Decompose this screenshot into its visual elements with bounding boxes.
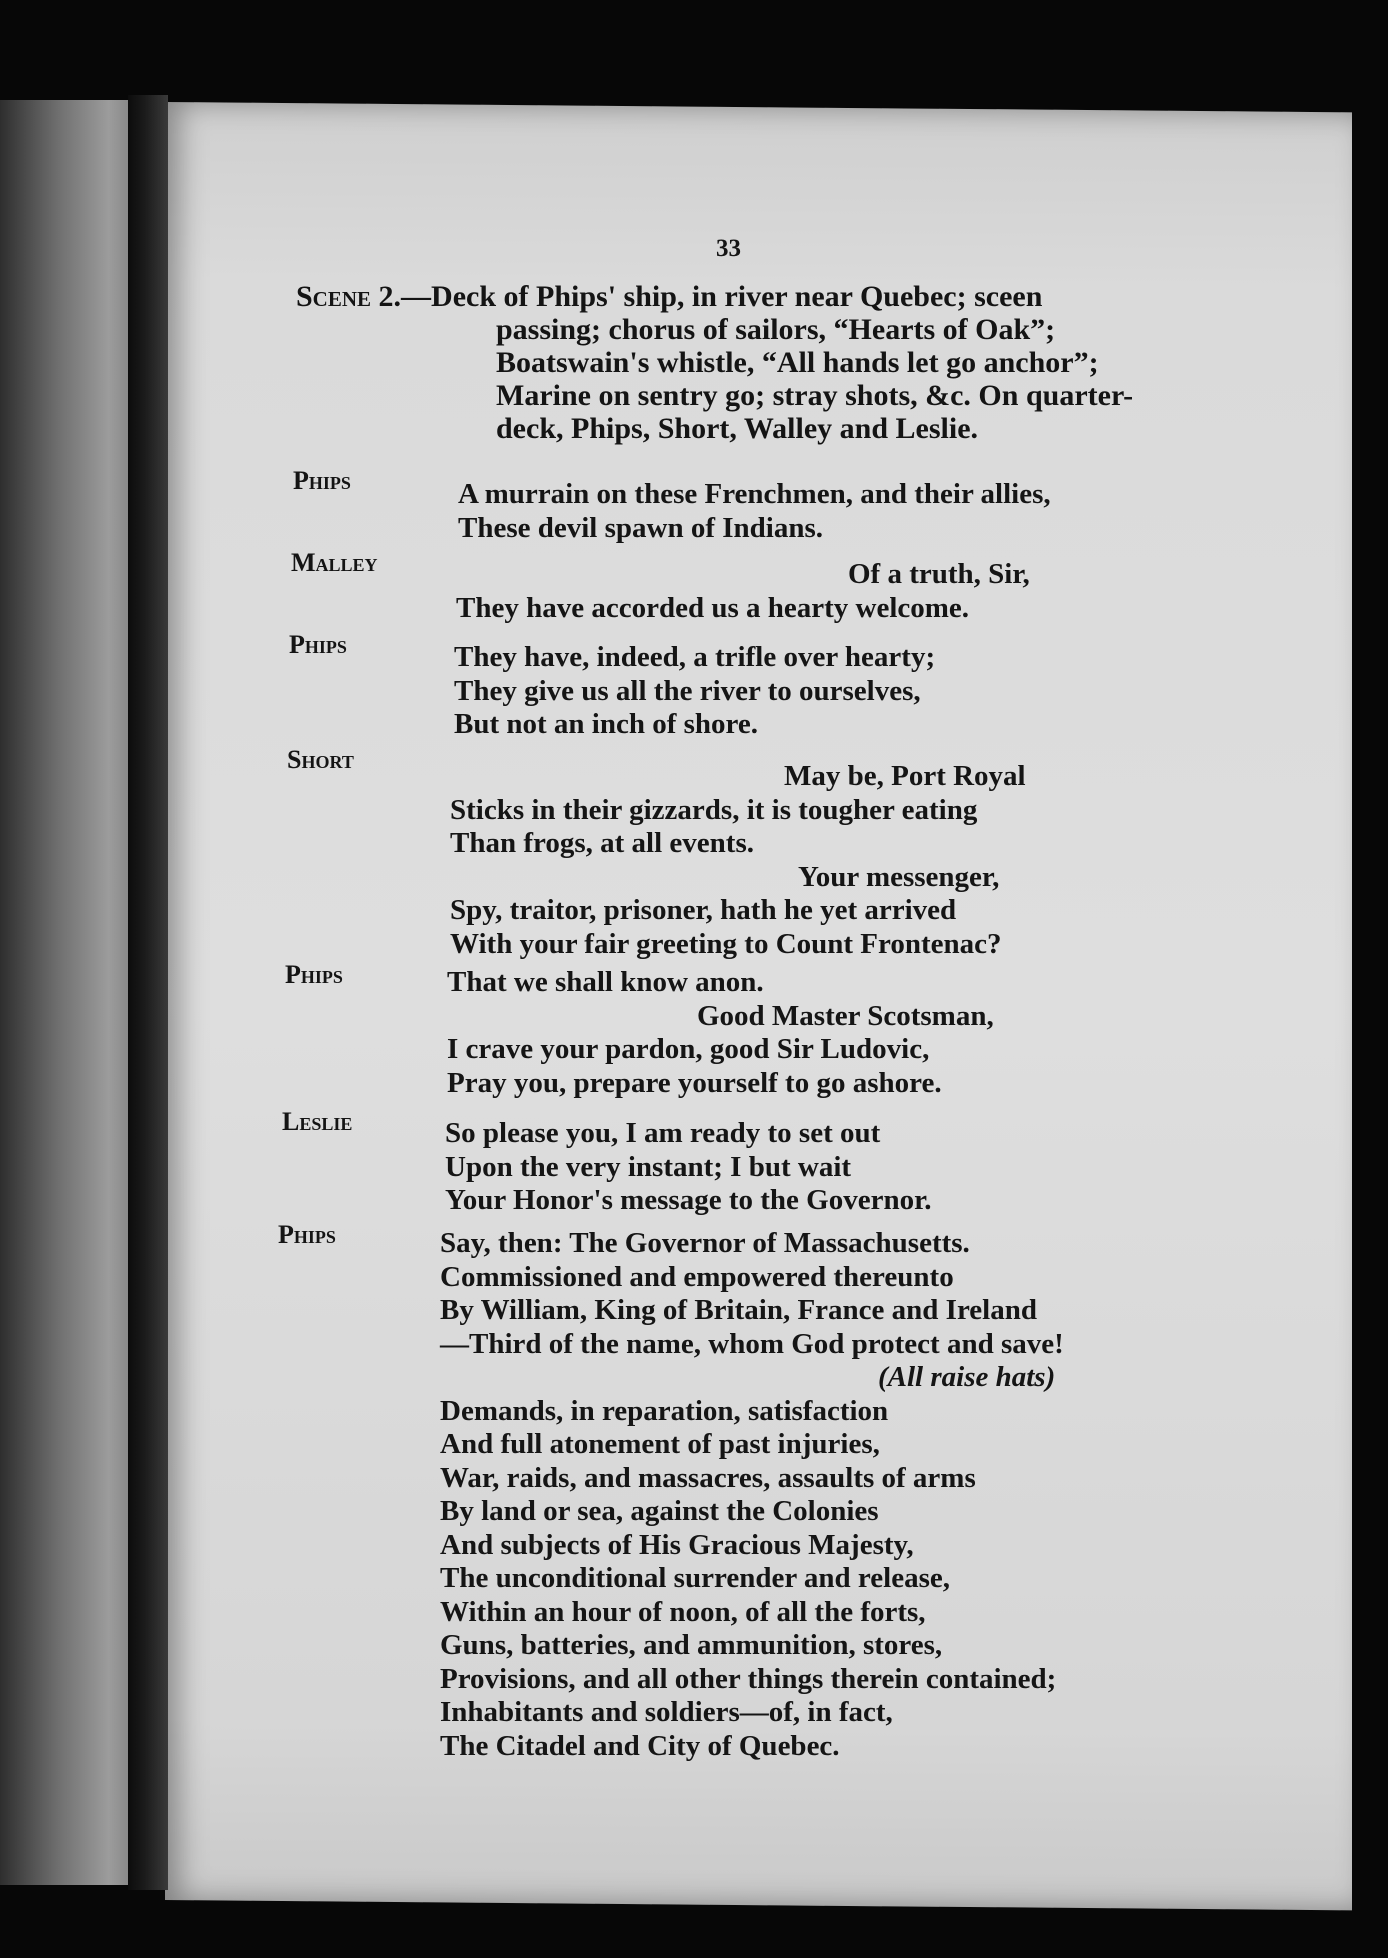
speech-block <box>440 1227 1200 1763</box>
speech-block <box>454 641 1214 742</box>
speech-block <box>450 760 1210 961</box>
speech-line: They have, indeed, a trifle over hearty; <box>454 641 936 673</box>
speech-line: Of a truth, Sir, <box>848 558 1030 590</box>
speech-line: War, raids, and massacres, assaults of arms <box>440 1461 976 1494</box>
scene-line: passing; chorus of sailors, “Hearts of Oak”; <box>496 313 1056 346</box>
speaker-name: Leslie <box>282 1107 353 1136</box>
speaker-name: Phips <box>285 960 343 989</box>
speech-line: The Citadel and City of Quebec. <box>440 1729 840 1762</box>
speech-line: They have accorded us a hearty welcome. <box>456 591 970 624</box>
speech-line: The unconditional surrender and release, <box>440 1562 950 1594</box>
scene-heading <box>296 280 1176 445</box>
speech-line: —Third of the name, whom God protect and save! <box>440 1327 1064 1360</box>
speech-line: And full atonement of past injuries, <box>440 1428 880 1460</box>
speech-line: With your fair greeting to Count Frontenac? <box>450 927 1002 960</box>
speech-line: Upon the very instant; I but wait <box>445 1150 852 1183</box>
scene-line: deck, Phips, Short, Walley and Leslie. <box>496 412 979 445</box>
speech-block <box>456 558 1216 625</box>
speech-line: Spy, traitor, prisoner, hath he yet arrived <box>450 894 957 926</box>
speech-line: Commissioned and empowered thereunto <box>440 1260 954 1293</box>
speech-line: Within an hour of noon, of all the forts, <box>440 1595 926 1628</box>
speech-line: But not an inch of shore. <box>454 708 759 740</box>
speech-line: That we shall know anon. <box>447 966 764 998</box>
scene-label: Scene 2. <box>296 280 402 313</box>
speech-line: I crave your pardon, good Sir Ludovic, <box>447 1033 930 1065</box>
speech-line: Your messenger, <box>798 860 1000 893</box>
speech-line: May be, Port Royal <box>784 760 1026 792</box>
scene-line: Boatswain's whistle, “All hands let go anchor”; <box>496 346 1099 379</box>
speech-line: And subjects of His Gracious Majesty, <box>440 1528 914 1561</box>
scene-line: —Deck of Phips' ship, in river near Quebec; sceen <box>401 280 1043 313</box>
speech-line: Than frogs, at all events. <box>450 827 754 859</box>
speech-line: So please you, I am ready to set out <box>445 1117 881 1149</box>
speech-line: These devil spawn of Indians. <box>458 511 824 544</box>
speaker-name: Phips <box>293 466 351 495</box>
speaker-name: Short <box>287 745 354 774</box>
speech-line: By land or sea, against the Colonies <box>440 1495 879 1527</box>
page-number: 33 <box>716 235 741 262</box>
speech-line: Guns, batteries, and ammunition, stores, <box>440 1629 943 1661</box>
speaker-name: Phips <box>278 1220 336 1249</box>
book-spine <box>128 95 168 1890</box>
scene-line: Marine on sentry go; stray shots, &c. On quarter- <box>496 379 1134 412</box>
speaker-name: Malley <box>291 548 378 577</box>
speech-line: Provisions, and all other things therein contained; <box>440 1662 1057 1695</box>
speech-line: By William, King of Britain, France and Ireland <box>440 1294 1037 1326</box>
speech-block <box>445 1117 1205 1218</box>
speech-line: A murrain on these Frenchmen, and their allies, <box>458 478 1051 510</box>
speech-line: Pray you, prepare yourself to go ashore. <box>447 1066 942 1099</box>
speech-line: Good Master Scotsman, <box>697 999 994 1032</box>
speech-line: Say, then: The Governor of Massachusetts. <box>440 1227 970 1259</box>
speech-line: Your Honor's message to the Governor. <box>445 1184 932 1216</box>
speech-block <box>447 966 1207 1100</box>
facing-page-edge <box>0 100 145 1885</box>
stage-direction: (All raise hats) <box>878 1361 1056 1393</box>
speaker-name: Phips <box>289 630 347 659</box>
speech-line: They give us all the river to ourselves, <box>454 674 921 707</box>
speech-line: Sticks in their gizzards, it is tougher eating <box>450 793 978 826</box>
speech-line: Inhabitants and soldiers—of, in fact, <box>440 1696 893 1728</box>
speech-block <box>458 478 1218 545</box>
speech-line: Demands, in reparation, satisfaction <box>440 1394 889 1427</box>
